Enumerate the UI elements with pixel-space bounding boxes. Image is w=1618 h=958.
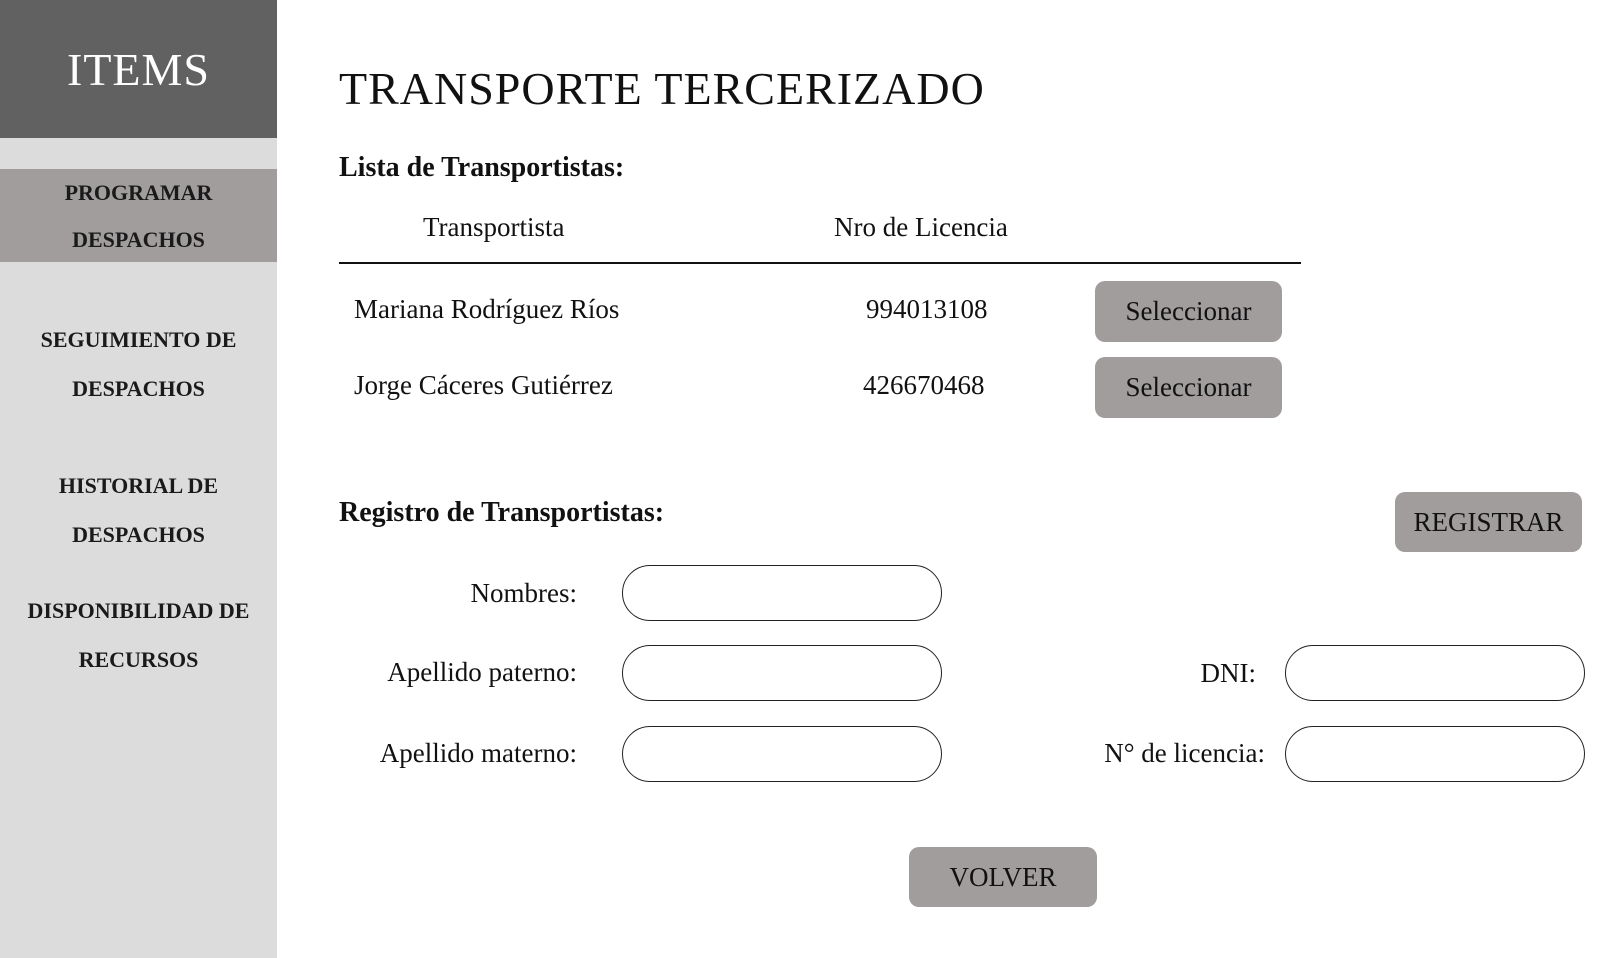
license-number: 426670468 <box>863 370 985 400</box>
nombres-input[interactable] <box>622 565 942 621</box>
table-divider <box>339 262 1301 264</box>
sidebar-item-disponibilidad-recursos[interactable] <box>0 586 277 684</box>
nombres-label: Nombres: <box>470 578 577 608</box>
register-button[interactable]: REGISTRAR <box>1395 492 1582 552</box>
sidebar-item-label: PROGRAMAR <box>64 180 213 205</box>
apellido-materno-input[interactable] <box>622 726 942 782</box>
column-header-transportista: Transportista <box>423 212 565 242</box>
list-section-title: Lista de Transportistas: <box>339 152 625 183</box>
licencia-label: N° de licencia: <box>1104 738 1265 768</box>
column-header-licencia: Nro de Licencia <box>834 212 1008 242</box>
dni-input[interactable] <box>1285 645 1585 701</box>
sidebar-item-label: DESPACHOS <box>72 376 205 401</box>
register-section-title: Registro de Transportistas: <box>339 497 665 528</box>
dni-label: DNI: <box>1200 658 1256 688</box>
sidebar-item-seguimiento-despachos[interactable] <box>0 315 277 413</box>
sidebar-title: ITEMS <box>0 0 277 138</box>
sidebar <box>0 0 277 958</box>
sidebar-item-label: SEGUIMIENTO DE <box>40 327 237 352</box>
apellido-materno-label: Apellido materno: <box>379 738 577 768</box>
transportista-name: Jorge Cáceres Gutiérrez <box>354 370 613 400</box>
sidebar-item-label: DESPACHOS <box>72 522 205 547</box>
sidebar-item-label: DISPONIBILIDAD DE <box>27 598 250 623</box>
sidebar-item-label: HISTORIAL DE <box>58 473 219 498</box>
select-button[interactable]: Seleccionar <box>1095 357 1282 418</box>
apellido-paterno-label: Apellido paterno: <box>387 657 577 687</box>
back-button[interactable]: VOLVER <box>909 847 1097 907</box>
sidebar-item-programar-despachos[interactable] <box>0 169 277 262</box>
sidebar-item-label: DESPACHOS <box>72 227 205 252</box>
transportista-name: Mariana Rodríguez Ríos <box>354 294 620 324</box>
licencia-input[interactable] <box>1285 726 1585 782</box>
page-title: TRANSPORTE TERCERIZADO <box>339 63 985 114</box>
select-button[interactable]: Seleccionar <box>1095 281 1282 342</box>
sidebar-item-label: RECURSOS <box>78 647 199 672</box>
license-number: 994013108 <box>866 294 988 324</box>
sidebar-item-historial-despachos[interactable] <box>0 461 277 559</box>
apellido-paterno-input[interactable] <box>622 645 942 701</box>
